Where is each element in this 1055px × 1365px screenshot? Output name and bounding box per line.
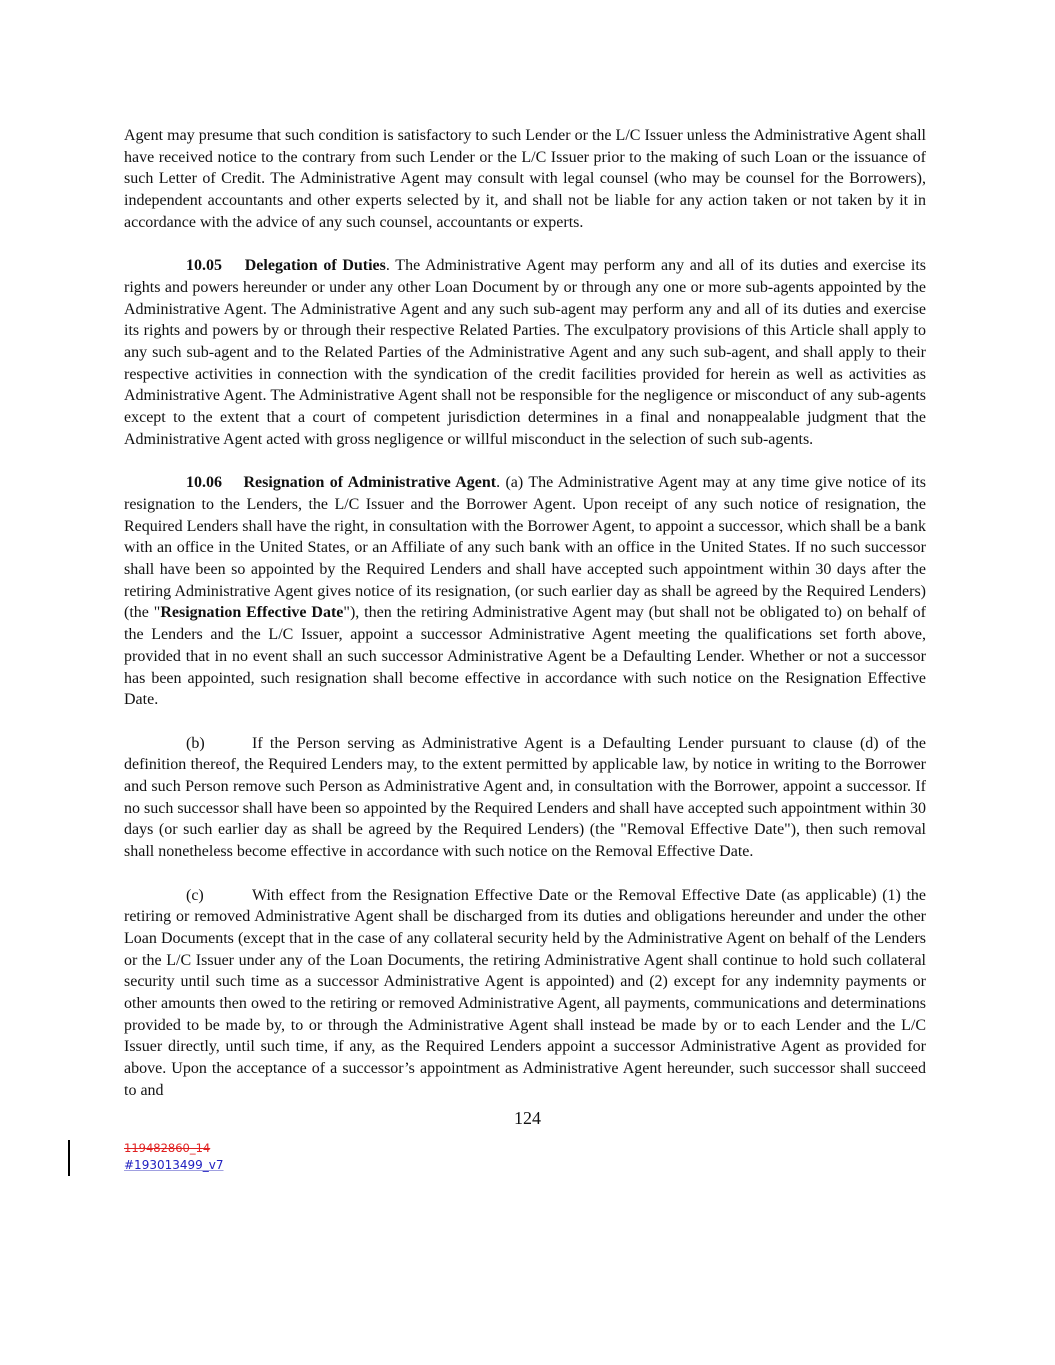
document-body	[124, 0, 926, 1102]
section-body: . (a) The Administrative Agent may at any time give notice of its resignation to the Lenders, the L/C Issuer and the Borrower Agent. Upon receipt of any such notice of resignation, the Required Lenders shall have the right, in consultation with the Borrower Agent, to appoint a successor, which shall be a bank with an office in the United States, or an Affiliate of any such bank with an office in the United States. If no such successor shall have been so appointed by the Required Lenders and shall have accepted such appointment within 30 days after the retiring Administrative Agent gives notice of its resignation, (or such earlier day as shall be agreed by the Required Lenders) (the "	[124, 474, 926, 622]
clause-label: (c)	[186, 886, 204, 904]
clause-body: With effect from the Resignation Effective Date or the Removal Effective Date (as applicable) (1) the retiring or removed Administrative Agent shall be discharged from its duties and obligations hereunder and under the other Loan Documents (except that in the case of any collateral security held by the Administrative Agent on behalf of the Lenders or the L/C Issuer under any of the Loan Documents, the retiring Administrative Agent shall continue to hold such collateral security until such time as a successor Administrative Agent is appointed) and (2) except for any indemnity payments or other amounts then owed to the retiring or removed Administrative Agent, all payments, communications and determinations provided to be made by, to or through the Administrative Agent shall instead be made by or to each Lender and the L/C Issuer directly, until such time, if any, as the Required Lenders appoint a successor Administrative Agent as provided for above. Upon the acceptance of a successor’s appointment as Administrative Agent hereunder, such successor shall succeed to and	[124, 886, 926, 1099]
section-heading: 10.06 Resignation of Administrative Agent	[186, 474, 497, 492]
page-number: 124	[514, 1107, 541, 1128]
change-bar	[68, 1140, 70, 1176]
defined-term: Resignation Effective Date	[160, 604, 344, 622]
clause-c	[124, 885, 926, 1102]
clause-body: If the Person serving as Administrative Agent is a Defaulting Lender pursuant to clause (d) of the definition thereof, the Required Lenders may, to the extent permitted by applicable law, by notice in writing to the Borrower and such Person remove such Person as Administrative Agent and, in consultation with the Borrower, appoint a successor. If no such successor shall have been so appointed by the Required Lenders and shall have accepted such appointment within 30 days (or such earlier day as shall be agreed by the Required Lenders) (the "Removal Effective Date"), then such removal shall nonetheless become effective in accordance with such notice on the Removal Effective Date.	[124, 734, 926, 861]
footer	[0, 1140, 1055, 1214]
paragraph-continuation: Agent may presume that such condition is satisfactory to such Lender or the L/C Issuer unless the Administrative Agent shall have received notice to the contrary from such Lender or the L/C Issuer prior to the making of such Loan or the issuance of such Letter of Credit. The Administrative Agent may consult with legal counsel (who may be counsel for the Borrowers), independent accountants and other experts selected by it, and shall not be liable for any action taken or not taken by it in accordance with the advice of any such counsel, accountants or experts.	[124, 127, 926, 231]
section-body: "), then the retiring Administrative Agent may (but shall not be obligated to) on behalf of the Lenders and the L/C Issuer, appoint a successor Administrative Agent meeting the qualifications set forth above, provided that in no event shall an such successor Administrative Agent be a Defaulting Lender. Whether or not a successor has been appointed, such resignation shall become effective in accordance with such notice on the Resignation Effective Date.	[124, 604, 926, 709]
inserted-document-id: #193013499_v7	[124, 1157, 224, 1172]
clause-b	[124, 733, 926, 863]
section-heading: 10.05 Delegation of Duties	[186, 257, 386, 275]
clause-label: (b)	[186, 734, 205, 752]
section-10-06	[124, 472, 926, 711]
section-10-05	[124, 255, 926, 450]
section-body: . The Administrative Agent may perform any and all of its duties and exercise its rights and powers hereunder or under any other Loan Document by or through any one or more sub-agents appointed by the Administrative Agent. The Administrative Agent and any such sub-agent may perform any and all of its duties and exercise its rights and powers by or through their respective Related Parties. The exculpatory provisions of this Article shall apply to any such sub-agent and to the Related Parties of the Administrative Agent and any such sub-agent, and shall apply to their respective activities in connection with the syndication of the credit facilities provided for herein as well as activities as Administrative Agent. The Administrative Agent shall not be responsible for the negligence or misconduct of any sub-agents except to the extent that a court of competent jurisdiction determines in a final and nonappealable judgment that the Administrative Agent acted with gross negligence or willful misconduct in the selection of such sub-agents.	[124, 257, 926, 448]
deleted-document-id: 119482860_14	[124, 1140, 211, 1155]
